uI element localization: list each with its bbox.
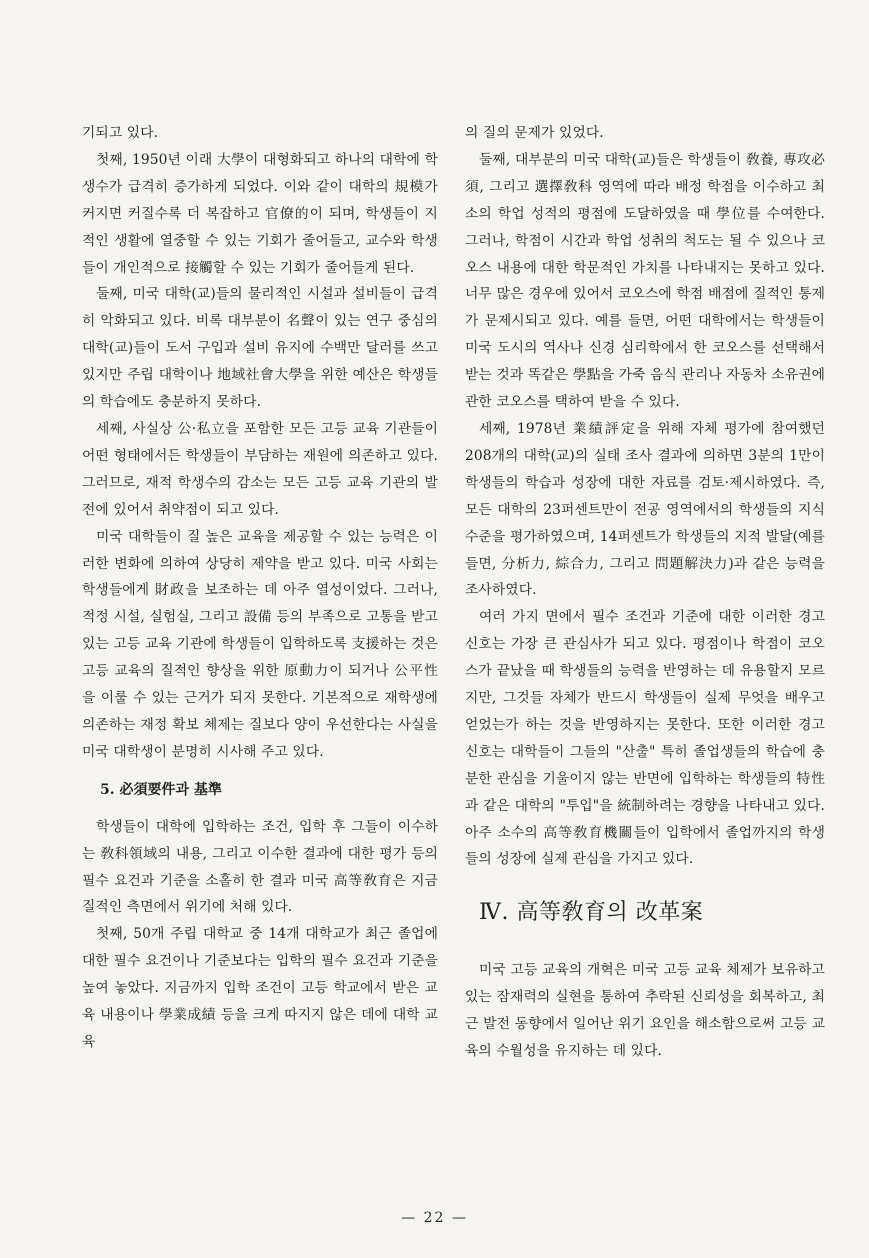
left-column [82, 120, 438, 1056]
section-heading: 5. 必須要件과 基準 [100, 781, 222, 798]
paragraph-section-first: 첫째, 50개 주립 대학교 중 14개 대학교가 최근 졸업에 대한 필수 요건이나 기준보다는 입학의 필수 요건과 기준을 높여 놓았다. 지금까지 입학 조건이 고등 학교에서 받은 교육 내용이나 學業成績 등을 크게 따지지 않은 데에 대학 교육 [82, 926, 438, 1050]
paragraph-continuation: 기되고 있다. [82, 125, 159, 141]
paragraph-warning-signals: 여러 가지 면에서 필수 조건과 기준에 대한 이러한 경고 신호는 가장 큰 관심사가 되고 있다. 평점이나 학점이 코오스가 끝났을 때 학생들의 능력을 반영하는 데 유용할지 모르지만, 그것들 자체가 반드시 학생들이 실제 무엇을 배우고 얻었는가 하는 것을 반영하지는 못한다. 또한 이러한 경고 신호는 대학들이 그들의 "산출" 특히 졸업생들의 학습에 충분한 관심을 기울이지 않는 반면에 입학하는 학생들의 特性과 같은 대학의 "투입"을 統制하려는 경향을 나타내고 있다. 아주 소수의 高等敎育機關들이 입학에서 졸업까지의 학생들의 성장에 실제 관심을 가지고 있다. [465, 609, 825, 868]
paragraph-second-point: 둘째, 미국 대학(교)들의 물리적인 시설과 설비들이 급격히 악화되고 있다. 비록 대부분이 名聲이 있는 연구 중심의 대학(교)들이 도서 구입과 설비 유지에 수백만 달러를 쓰고 있지만 주립 대학이나 地域社會大學을 위한 예산은 학생들의 학습에도 충분하지 못하다. [82, 286, 438, 411]
paragraph-continuation: 의 질의 문제가 있었다. [465, 125, 604, 141]
paragraph-third-point: 세째, 사실상 公·私立을 포함한 모든 고등 교육 기관들이 어떤 형태에서든 학생들이 부담하는 재원에 의존하고 있다. 그러므로, 재적 학생수의 감소는 모든 고등 교육 기관의 발전에 있어서 취약점이 되고 있다. [82, 420, 438, 518]
page-number: — 22 — [401, 1210, 468, 1226]
paragraph-summary: 미국 대학들이 질 높은 교육을 제공할 수 있는 능력은 이러한 변화에 의하여 상당히 제약을 받고 있다. 미국 사회는 학생들에게 財政을 보조하는 데 아주 열성이었다. 그러나, 적정 시설, 실험실, 그리고 設備 등의 부족으로 고통을 받고 있는 고등 교육 기관에 학생들이 입학하도록 支援하는 것은 고등 교육의 질적인 향상을 위한 原動力이 되거나 公平性을 이룰 수 있는 근거가 되지 못한다. 기본적으로 재학생에 의존하는 재정 확보 체제는 질보다 양이 우선한다는 사실을 미국 대학생이 분명히 시사해 주고 있다. [82, 528, 438, 760]
paragraph-third-point: 세째, 1978년 業績評定을 위해 자체 평가에 참여했던 208개의 대학(교)의 실태 조사 결과에 의하면 3분의 1만이 학생들의 학습과 성장에 대한 자료를 검토·제시하였다. 즉, 모든 대학의 23퍼센트만이 전공 영역에서의 학생들의 지식 수준을 평가하였으며, 14퍼센트가 학생들의 지적 발달(예를 들면, 分析力, 綜合力, 그리고 問題解決力)과 같은 능력을 조사하였다. [465, 420, 825, 599]
paragraph-section-intro: 학생들이 대학에 입학하는 조건, 입학 후 그들이 이수하는 敎科領域의 내용, 그리고 이수한 결과에 대한 평가 등의 필수 요건과 기준을 소홀히 한 결과 미국 高等敎育은 지금 질적인 측면에서 위기에 처해 있다. [82, 818, 438, 916]
chapter-heading: Ⅳ. 高等敎育의 改革案 [479, 900, 704, 926]
paragraph-second-point: 둘째, 대부분의 미국 대학(교)들은 학생들이 敎養, 專攻必須, 그리고 選擇敎科 영역에 따라 배정 학점을 이수하고 최소의 학업 성적의 평점에 도달하였을 때 學位를 수여한다. 그러나, 학점이 시간과 학업 성취의 척도는 될 수 있으나 코오스 내용에 대한 학문적인 가치를 나타내지는 못하고 있다. 너무 많은 경우에 있어서 코오스에 학점 배점에 질적인 통제가 문제시되고 있다. 예를 들면, 어떤 대학에서는 학생들이 미국 도시의 역사나 신경 심리학에서 한 코오스를 선택해서 받는 것과 똑같은 學點을 가죽 음식 관리나 자동차 소유권에 관한 코오스를 택하여 받을 수 있다. [465, 151, 825, 411]
right-column [465, 120, 825, 1065]
paragraph-first-point: 첫째, 1950년 이래 大學이 대형화되고 하나의 대학에 학생수가 급격히 증가하게 되었다. 이와 같이 대학의 規模가 커지면 커질수록 더 복잡하고 官僚的이 되며, 학생들이 지적인 생활에 열중할 수 있는 기회가 줄어들고, 교수와 학생들이 개인적으로 接觸할 수 있는 기회가 줄어들게 된다. [82, 151, 438, 276]
paragraph-chapter-intro: 미국 고등 교육의 개혁은 미국 고등 교육 체제가 보유하고 있는 잠재력의 실현을 통하여 추락된 신뢰성을 회복하고, 최근 발전 동향에서 일어난 위기 요인을 해소함으로써 고등 교육의 수월성을 유지하는 데 있다. [465, 962, 825, 1060]
